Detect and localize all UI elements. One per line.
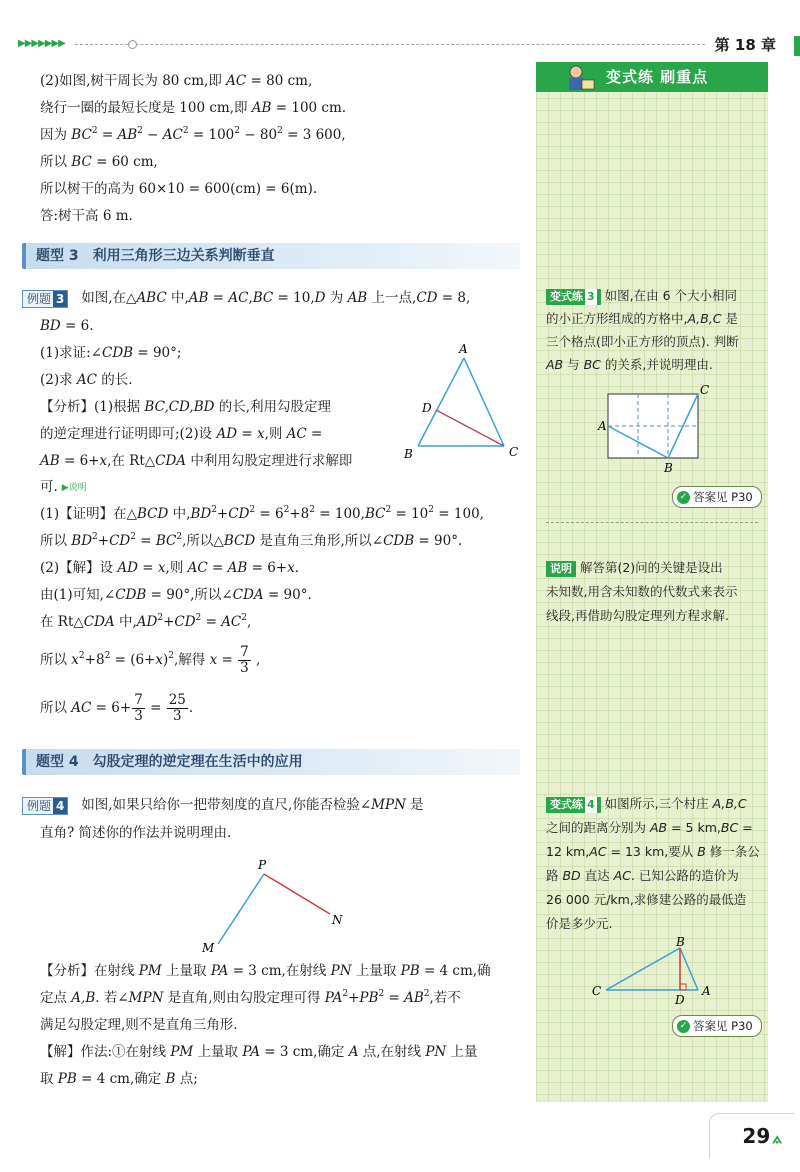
practice-3-text: AB 与 BC 的关系,并说明理由.: [546, 357, 713, 372]
analysis-line: 满足勾股定理,则不是直角三角形.: [40, 1017, 238, 1033]
text-line: 所以树干的高为 60×10 = 600(cm) = 6(m).: [40, 181, 318, 197]
section-title: 勾股定理的逆定理在生活中的应用: [92, 754, 303, 770]
section-label: 题型 4: [36, 754, 79, 770]
label-a: A: [598, 419, 607, 433]
practice-3-text: 的小正方形组成的方格中,A,B,C 是: [546, 311, 739, 326]
analysis-line: 【分析】(1)根据 BC,CD,BD 的长,利用勾股定理: [40, 399, 332, 415]
text-line: BD = 6.: [40, 318, 94, 334]
label-b: B: [676, 935, 685, 949]
section-title: 利用三角形三边关系判断垂直: [92, 248, 275, 264]
student-mascot-icon: [560, 62, 600, 92]
check-icon: ✓: [677, 1020, 690, 1033]
header-dot: [128, 40, 137, 49]
practice-4-text: 变式练 4 如图所示,三个村庄 A,B,C: [546, 792, 747, 815]
text-line: (2)如图,树干周长为 80 cm,即 AC = 80 cm,: [40, 73, 313, 89]
label-b: B: [664, 461, 673, 475]
practice-tag: 变式练 3: [546, 289, 601, 305]
solution-line: 所以 AC = 6+ $\frac{7}{3}$ = $\frac{25}{3}$ .: [40, 692, 194, 724]
solution-line: 取 PB = 4 cm,确定 B 点;: [40, 1071, 198, 1087]
solution-line: 在 Rt△CDA 中$,AD^2+CD^2 = AC^2$,: [40, 612, 252, 630]
practice-4-text: 价是多少元.: [546, 916, 613, 931]
ray-pn: [264, 874, 330, 914]
analysis-line: 的逆定理进行证明即可;(2)设 AD = x,则 AC =: [40, 426, 323, 442]
label-d: D: [422, 401, 432, 415]
label-a: A: [459, 342, 468, 356]
label-c: C: [509, 445, 519, 459]
chapter-label: 第 18 章: [714, 36, 776, 54]
text-line: 所以 BC = 60 cm,: [40, 154, 158, 170]
practice-4-text: 26 000 元/km,求修建公路的最低造: [546, 892, 747, 907]
text-line: 绕行一圈的最短长度是 100 cm,即 AB = 100 cm.: [40, 100, 347, 116]
right-angle-mark: [680, 984, 686, 990]
practice-3-text: 变式练 3 如图,在由 6 个大小相同: [546, 284, 737, 307]
label-a: A: [702, 984, 711, 998]
proof-line: (1)【证明】在△BCD 中$,BD^2+CD^2 = 6^2+8^2 = 100,BC^2 = 10^2 = 100$,: [40, 504, 484, 522]
example-3-question: 例题 3 如图,在△ABC 中,AB = AC,BC = 10,D 为 AB 上一点,CD = 8,: [22, 289, 470, 308]
practice-3-text: 三个格点(即小正方形的顶点). 判断: [546, 334, 739, 349]
analysis-line: 【分析】在射线 PM 上量取 PA = 3 cm,在射线 PN 上量取 PB = 4 cm,确: [40, 963, 491, 979]
fraction: $\frac{25}{3}$: [168, 692, 186, 724]
text-line: (1)求证:∠CDB = 90°;: [40, 345, 182, 361]
ray-pm: [218, 874, 264, 944]
section-3-header: [22, 243, 520, 269]
practice-4-text: 12 km,AC = 13 km,要从 B 修一条公: [546, 844, 760, 859]
text-line: 直角? 简述你的作法并说明理由.: [40, 825, 232, 841]
label-b: B: [404, 447, 413, 461]
note-text: 未知数,用含未知数的代数式来表示: [546, 584, 738, 599]
triangle-abc-figure: [396, 340, 526, 464]
solution-line: 【解】作法:①在射线 PM 上量取 PA = 3 cm,确定 A 点,在射线 PN 上量: [40, 1044, 478, 1060]
note-text: 说明 解答第(2)问的关键是设出: [546, 556, 723, 579]
analysis-line: 可. ▶说明: [40, 479, 87, 495]
label-c: C: [592, 984, 602, 998]
practice-4-text: 之间的距离分别为 AB = 5 km,BC =: [546, 820, 753, 835]
triangle-villages-figure: [586, 934, 726, 1008]
header-divider: [75, 44, 705, 45]
example-4-question: 例题 4 如图,如果只给你一把带刻度的直尺,你能否检验∠MPN 是: [22, 796, 424, 815]
text-line: 因为 $BC^2 = AB^2 - AC^2 = 100^2 - 80^2 = 3$ 600,: [40, 125, 346, 143]
fraction: $\frac{7}{3}$: [240, 644, 249, 676]
answer-link-p30[interactable]: ✓ 答案见 P30: [672, 486, 762, 508]
side-ac: [464, 358, 504, 446]
proof-line: 所以 $BD^2+CD^2 = BC^2$,所以△BCD 是直角三角形,所以∠CDB = 90°.: [40, 531, 463, 549]
chapter-accent: [794, 36, 800, 56]
answer-link-p30[interactable]: ✓ 答案见 P30: [672, 1015, 762, 1037]
practice-tag: 变式练 4: [546, 797, 601, 813]
solution-line: 由(1)可知,∠CDB = 90°,所以∠CDA = 90°.: [40, 587, 312, 603]
solution-line: 所以 $x^2+8^2 = (6+x)^2$,解得 x = $\frac{7}{3}$ ,: [40, 644, 261, 676]
label-p: P: [258, 858, 267, 872]
note-tag: 说明: [546, 561, 576, 577]
label-c: C: [700, 384, 710, 397]
analysis-line: AB = 6+x,在 Rt△CDA 中利用勾股定理进行求解即: [40, 453, 353, 469]
grid-figure-abc: [594, 384, 720, 476]
label-d: D: [675, 993, 685, 1007]
analysis-line: 定点 A,B. 若∠MPN 是直角,则由勾股定理可得 $PA^2+PB^2 = AB^2$,若不: [40, 988, 461, 1006]
example-tag: 例题 4: [22, 797, 68, 815]
note-text: 线段,再借助勾股定理列方程求解.: [546, 608, 729, 623]
header-arrows: ▶▶▶▶▶▶▶: [18, 38, 65, 49]
label-n: N: [332, 913, 343, 927]
solution-line: (2)【解】设 AD = x,则 AC = AB = 6+x.: [40, 560, 300, 576]
label-m: M: [202, 941, 215, 955]
sidebar-title: 变式练 刷重点: [606, 68, 709, 86]
section-label: 题型 3: [36, 248, 79, 264]
example-tag: 例题 3: [22, 290, 68, 308]
compass-icon: ⟑: [772, 1128, 782, 1147]
text-line: 答:树干高 6 m.: [40, 208, 133, 224]
practice-4-text: 路 BD 直达 AC. 已知公路的造价为: [546, 868, 739, 883]
page-number: 29 ⟑: [742, 1124, 782, 1148]
sidebar-divider: [546, 522, 758, 523]
road-cb: [606, 948, 680, 990]
section-4-header: [22, 749, 520, 775]
angle-mpn-figure: [196, 856, 356, 956]
segment-cd: [436, 410, 504, 446]
check-icon: ✓: [677, 491, 690, 504]
text-line: (2)求 AC 的长.: [40, 372, 133, 388]
fraction: $\frac{7}{3}$: [134, 692, 143, 724]
note-link[interactable]: ▶说明: [61, 482, 87, 493]
